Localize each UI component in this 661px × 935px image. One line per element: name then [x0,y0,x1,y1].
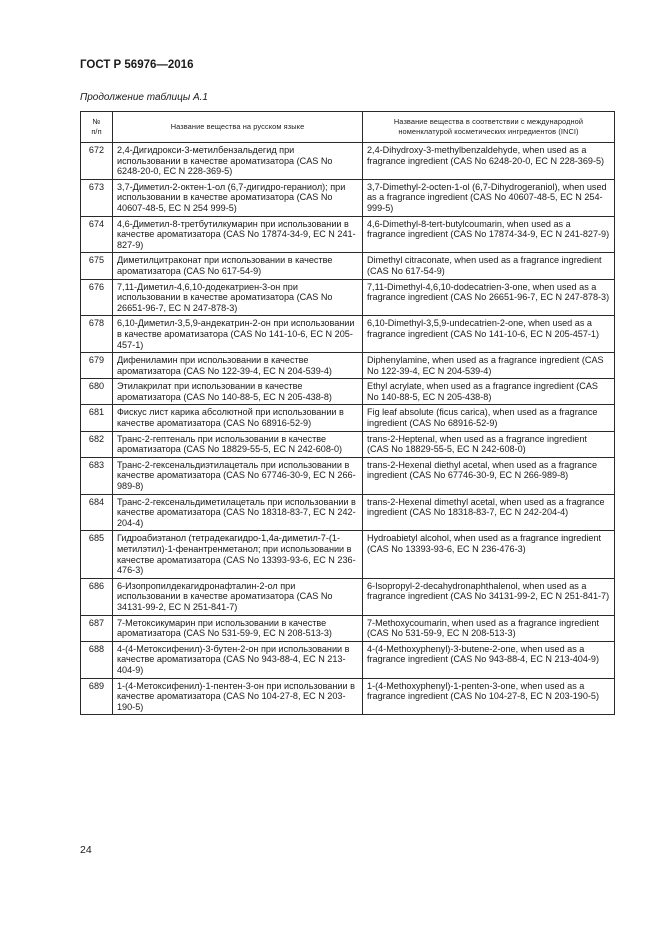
row-number: 673 [81,179,113,216]
row-inci-name: trans-2-Hexenal dimethyl acetal, when used as a fragrance ingredient (CAS No 18318-83-7, EC N 242-204-4) [363,494,615,531]
row-number: 686 [81,578,113,615]
table-row [81,353,615,379]
row-number: 682 [81,431,113,457]
row-inci-name: Dimethyl citraconate, when used as a fragrance ingredient (CAS No 617-54-9) [363,253,615,279]
row-russian-name: 2,4-Дигидрокси-3-метилбензальдегид при использовании в качестве ароматизатора (CAS No 6248-20-0, EC N 228-369-5) [113,143,363,180]
table-row [81,179,615,216]
table-row [81,253,615,279]
row-russian-name: Дифениламин при использовании в качестве ароматизатора (CAS No 122-39-4, EC N 204-539-4) [113,353,363,379]
row-inci-name: trans-2-Hexenal diethyl acetal, when used as a fragrance ingredient (CAS No 67746-30-9, EC N 266-989-8) [363,457,615,494]
table-row [81,405,615,431]
column-header-number: № п/п [81,112,113,143]
table-row [81,615,615,641]
row-inci-name: trans-2-Heptenal, when used as a fragrance ingredient (CAS No 18829-55-5, EC N 242-608-0) [363,431,615,457]
row-number: 675 [81,253,113,279]
row-russian-name: Фискус лист карика абсолютной при использовании в качестве ароматизатора (CAS No 68916-52-9) [113,405,363,431]
row-inci-name: Diphenylamine, when used as a fragrance ingredient (CAS No 122-39-4, EC N 204-539-4) [363,353,615,379]
row-russian-name: Транс-2-гептеналь при использовании в качестве ароматизатора (CAS No 18829-55-5, EC N 242-608-0) [113,431,363,457]
row-russian-name: 7,11-Диметил-4,6,10-додекатриен-3-он при использовании в качестве ароматизатора (CAS No 26651-96-7, EC N 247-878-3) [113,279,363,316]
table-row [81,494,615,531]
table-row [81,578,615,615]
table-row [81,316,615,353]
row-inci-name: 6,10-Dimethyl-3,5,9-undecatrien-2-one, when used as a fragrance ingredient (CAS No 141-10-6, EC N 205-457-1) [363,316,615,353]
row-number: 679 [81,353,113,379]
table-header-row [81,112,615,143]
page-number: 24 [80,844,92,856]
row-inci-name: 3,7-Dimethyl-2-octen-1-ol (6,7-Dihydrogeraniol), when used as a fragrance ingredient (CAS No 40607-48-5, EC N 254-999-5) [363,179,615,216]
row-number: 672 [81,143,113,180]
table-row [81,143,615,180]
row-inci-name: 6-Isopropyl-2-decahydronaphthalenol, when used as a fragrance ingredient (CAS No 34131-99-2, EC N 251-841-7) [363,578,615,615]
row-number: 681 [81,405,113,431]
table-row [81,379,615,405]
row-number: 688 [81,641,113,678]
table-row [81,641,615,678]
row-russian-name: Диметилцитраконат при использовании в качестве ароматизатора (CAS No 617-54-9) [113,253,363,279]
row-russian-name: 4,6-Диметил-8-третбутилкумарин при использовании в качестве ароматизатора (CAS No 17874-34-9, EC N 241-827-9) [113,216,363,253]
row-russian-name: 7-Метоксикумарин при использовании в качестве ароматизатора (CAS No 531-59-9, EC N 208-513-3) [113,615,363,641]
row-inci-name: 7-Methoxycoumarin, when used as a fragrance ingredient (CAS No 531-59-9, EC N 208-513-3) [363,615,615,641]
row-number: 678 [81,316,113,353]
row-number: 685 [81,531,113,578]
row-inci-name: 4-(4-Methoxyphenyl)-3-butene-2-one, when used as a fragrance ingredient (CAS No 943-88-4, EC N 213-404-9) [363,641,615,678]
row-number: 689 [81,678,113,715]
table-row [81,216,615,253]
table-row [81,457,615,494]
row-russian-name: 6-Изопропилдекагидронафталин-2-ол при использовании в качестве ароматизатора (CAS No 34131-99-2, EC N 251-841-7) [113,578,363,615]
row-russian-name: 1-(4-Метоксифенил)-1-пентен-3-он при использовании в качестве ароматизатора (CAS No 104-27-8, EC N 203-190-5) [113,678,363,715]
document-code: ГОСТ Р 56976—2016 [80,59,194,71]
row-number: 683 [81,457,113,494]
row-inci-name: Hydroabietyl alcohol, when used as a fragrance ingredient (CAS No 13393-93-6, EC N 236-476-3) [363,531,615,578]
row-russian-name: Транс-2-гексенальдиметилацеталь при использовании в качестве ароматизатора (CAS No 18318-83-7, EC N 242-204-4) [113,494,363,531]
table-row [81,531,615,578]
row-russian-name: Этилакрилат при использовании в качестве ароматизатора (CAS No 140-88-5, EC N 205-438-8) [113,379,363,405]
table-row [81,678,615,715]
row-inci-name: 2,4-Dihydroxy-3-methylbenzaldehyde, when used as a fragrance ingredient (CAS No 6248-20-0, EC N 228-369-5) [363,143,615,180]
row-number: 676 [81,279,113,316]
row-russian-name: 4-(4-Метоксифенил)-3-бутен-2-он при использовании в качестве ароматизатора (CAS No 943-88-4, EC N 213-404-9) [113,641,363,678]
row-number: 680 [81,379,113,405]
table-body [81,143,615,715]
column-header-russian: Название вещества на русском языке [113,112,363,143]
row-inci-name: Ethyl acrylate, when used as a fragrance ingredient (CAS No 140-88-5, EC N 205-438-8) [363,379,615,405]
row-russian-name: Транс-2-гексенальдиэтилацеталь при использовании в качестве ароматизатора (CAS No 67746-30-9, EC N 266-989-8) [113,457,363,494]
row-inci-name: 1-(4-Methoxyphenyl)-1-penten-3-one, when used as a fragrance ingredient (CAS No 104-27-8, EC N 203-190-5) [363,678,615,715]
row-number: 674 [81,216,113,253]
substances-table [80,111,615,715]
row-inci-name: Fig leaf absolute (ficus carica), when used as a fragrance ingredient (CAS No 68916-52-9) [363,405,615,431]
column-header-inci: Название вещества в соответствии с международной номенклатурой косметических ингредиентов (INCI) [363,112,615,143]
table-row [81,431,615,457]
table-row [81,279,615,316]
row-inci-name: 7,11-Dimethyl-4,6,10-dodecatrien-3-one, when used as a fragrance ingredient (CAS No 26651-96-7, EC N 247-878-3) [363,279,615,316]
row-russian-name: 6,10-Диметил-3,5,9-андекатрин-2-он при использовании в качестве ароматизатора (CAS No 141-10-6, EC N 205-457-1) [113,316,363,353]
table-caption: Продолжение таблицы А.1 [80,92,208,103]
row-russian-name: Гидроабиэтанол (тетрадекагидро-1,4а-диметил-7-(1-метилэтил)-1-фенантренметанол; при использовании в качестве ароматизатора (CAS No 13393-93-6, EC N 236-476-3) [113,531,363,578]
row-number: 684 [81,494,113,531]
row-russian-name: 3,7-Диметил-2-октен-1-ол (6,7-дигидро-гераниол); при использовании в качестве ароматизатора (CAS No 40607-48-5, EC N 254 999-5) [113,179,363,216]
row-number: 687 [81,615,113,641]
row-inci-name: 4,6-Dimethyl-8-tert-butylcoumarin, when used as a fragrance ingredient (CAS No 17874-34-9, EC N 241-827-9) [363,216,615,253]
